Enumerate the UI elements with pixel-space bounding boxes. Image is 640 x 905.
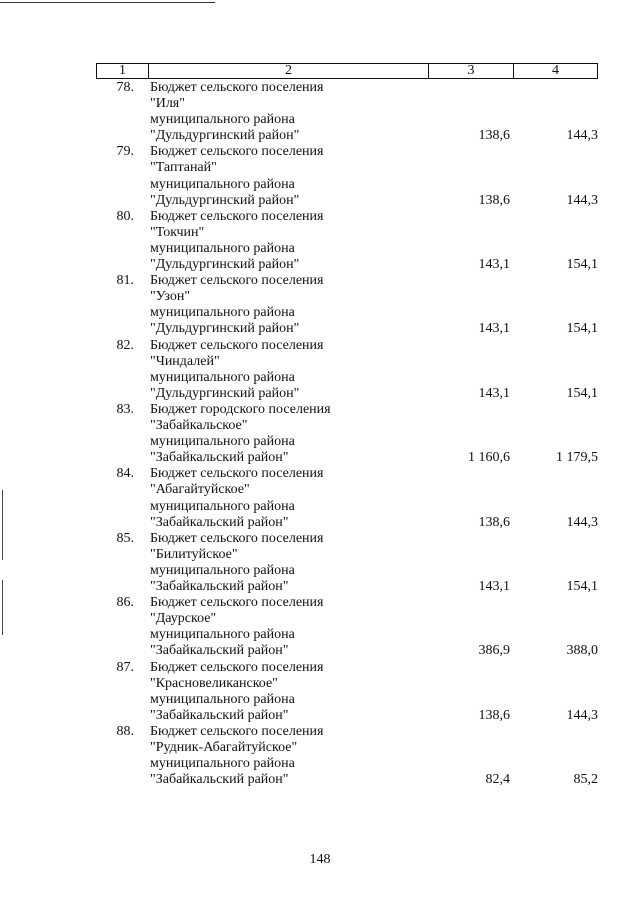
budget-name-line: "Иля" bbox=[150, 96, 185, 112]
budget-name-line: муниципального района bbox=[150, 434, 295, 450]
budget-name bbox=[150, 338, 430, 402]
value-col-4: 388,0 bbox=[566, 643, 598, 659]
budget-name-line: "Забайкальское" bbox=[150, 418, 248, 434]
table-header bbox=[96, 63, 598, 79]
table-row bbox=[96, 144, 598, 208]
budget-name-line: "Рудник-Абагайтуйское" bbox=[150, 740, 298, 755]
value-col-3: 1 160,6 bbox=[468, 450, 510, 466]
budget-name-line: Бюджет сельского поселения bbox=[150, 273, 324, 289]
header-col-1: 1 bbox=[97, 64, 149, 78]
budget-name-line: "Забайкальский район" bbox=[150, 450, 289, 466]
value-col-4: 85,2 bbox=[573, 772, 598, 788]
budget-name-line: муниципального района bbox=[150, 498, 295, 514]
budget-name-line: "Дульдургинский район" bbox=[150, 128, 300, 144]
row-number: 78. bbox=[116, 80, 134, 95]
scan-artifact-top-line bbox=[0, 2, 215, 3]
budget-name-line: Бюджет городского поселения bbox=[150, 401, 331, 417]
table-row bbox=[96, 273, 598, 337]
budget-name-line: "Чиндалей" bbox=[150, 353, 220, 369]
row-number: 83. bbox=[116, 401, 134, 417]
value-col-4: 144,3 bbox=[566, 707, 598, 723]
budget-name-line: муниципального района bbox=[150, 305, 295, 321]
table-row bbox=[96, 338, 598, 402]
budget-name-line: муниципального района bbox=[150, 112, 295, 128]
row-number: 81. bbox=[116, 273, 134, 289]
budget-name bbox=[150, 144, 430, 208]
budget-name-line: Бюджет сельского поселения bbox=[150, 80, 324, 95]
budget-name-line: "Красновеликанское" bbox=[150, 675, 278, 691]
value-col-4: 144,3 bbox=[566, 128, 598, 144]
budget-name-line: муниципального района bbox=[150, 176, 295, 192]
budget-name-line: муниципального района bbox=[150, 627, 295, 643]
budget-name-line: Бюджет сельского поселения bbox=[150, 337, 324, 353]
budget-name-line: "Дульдургинский район" bbox=[150, 321, 300, 337]
budget-name-line: Бюджет сельского поселения bbox=[150, 466, 324, 482]
row-number: 88. bbox=[116, 723, 134, 739]
budget-name-line: "Даурское" bbox=[150, 611, 217, 627]
value-col-4: 144,3 bbox=[566, 192, 598, 208]
row-number: 87. bbox=[116, 659, 134, 675]
row-number: 86. bbox=[116, 595, 134, 611]
header-col-3: 3 bbox=[429, 64, 514, 78]
budget-name bbox=[150, 402, 430, 466]
value-col-3: 143,1 bbox=[478, 257, 510, 273]
budget-name-line: Бюджет сельского поселения bbox=[150, 144, 324, 160]
page-number: 148 bbox=[309, 852, 331, 867]
value-col-3: 143,1 bbox=[478, 321, 510, 337]
table-row bbox=[96, 402, 598, 466]
budget-name-line: муниципального района bbox=[150, 756, 295, 772]
header-col-4: 4 bbox=[552, 63, 559, 78]
value-col-4: 154,1 bbox=[566, 385, 598, 401]
budget-name bbox=[150, 660, 430, 724]
budget-name-line: "Забайкальский район" bbox=[150, 707, 289, 723]
budget-name bbox=[150, 595, 430, 659]
budget-name-line: "Абагайтуйское" bbox=[150, 482, 250, 498]
budget-name-line: муниципального района bbox=[150, 369, 295, 385]
budget-name-line: муниципального района bbox=[150, 691, 295, 707]
budget-name-line: "Токчин" bbox=[150, 224, 205, 240]
budget-name-line: муниципального района bbox=[150, 562, 295, 578]
budget-name-line: "Дульдургинский район" bbox=[150, 257, 300, 273]
table-row bbox=[96, 531, 598, 595]
budget-name-line: "Узон" bbox=[150, 289, 191, 305]
budget-name-line: "Дульдургинский район" bbox=[150, 385, 300, 401]
budget-name-line: Бюджет сельского поселения bbox=[150, 208, 324, 224]
budget-name bbox=[150, 273, 430, 337]
value-col-3: 138,6 bbox=[478, 128, 510, 144]
value-col-3: 143,1 bbox=[478, 385, 510, 401]
scan-artifact-left-mark bbox=[2, 490, 3, 560]
row-number: 80. bbox=[116, 208, 134, 224]
row-number: 84. bbox=[116, 466, 134, 482]
budget-name bbox=[150, 724, 430, 788]
budget-name bbox=[150, 80, 430, 144]
budget-name-line: Бюджет сельского поселения bbox=[150, 595, 324, 611]
value-col-4: 154,1 bbox=[566, 579, 598, 595]
value-col-4: 154,1 bbox=[566, 257, 598, 273]
row-number: 85. bbox=[116, 530, 134, 546]
budget-name-line: "Забайкальский район" bbox=[150, 772, 289, 788]
budget-name-line: Бюджет сельского поселения bbox=[150, 530, 324, 546]
table-row bbox=[96, 595, 598, 659]
budget-name-line: Бюджет сельского поселения bbox=[150, 723, 324, 739]
table-body bbox=[96, 80, 598, 788]
value-col-3: 386,9 bbox=[478, 643, 510, 659]
budget-name-line: "Забайкальский район" bbox=[150, 579, 289, 595]
value-col-3: 138,6 bbox=[478, 514, 510, 530]
budget-name-line: "Дульдургинский район" bbox=[150, 192, 300, 208]
budget-name-line: "Таптанай" bbox=[150, 160, 217, 176]
budget-name bbox=[150, 209, 430, 273]
table-row bbox=[96, 724, 598, 788]
value-col-3: 138,6 bbox=[478, 707, 510, 723]
table-row bbox=[96, 209, 598, 273]
row-number: 79. bbox=[116, 144, 134, 160]
budget-name bbox=[150, 531, 430, 595]
header-col-2: 2 bbox=[149, 64, 429, 78]
value-col-4: 1 179,5 bbox=[556, 450, 598, 466]
budget-name-line: "Билитуйское" bbox=[150, 546, 238, 562]
budget-name-line: муниципального района bbox=[150, 240, 295, 256]
table-row bbox=[96, 660, 598, 724]
table-row bbox=[96, 80, 598, 144]
row-number: 82. bbox=[116, 337, 134, 353]
value-col-4: 154,1 bbox=[566, 321, 598, 337]
budget-name-line: Бюджет сельского поселения bbox=[150, 659, 324, 675]
budget-name-line: "Забайкальский район" bbox=[150, 514, 289, 530]
budget-name-line: "Забайкальский район" bbox=[150, 643, 289, 659]
value-col-4: 144,3 bbox=[566, 514, 598, 530]
value-col-3: 143,1 bbox=[478, 579, 510, 595]
value-col-3: 138,6 bbox=[478, 192, 510, 208]
table-row bbox=[96, 466, 598, 530]
scan-artifact-left-mark-2 bbox=[2, 580, 3, 635]
value-col-3: 82,4 bbox=[485, 772, 510, 788]
budget-name bbox=[150, 466, 430, 530]
